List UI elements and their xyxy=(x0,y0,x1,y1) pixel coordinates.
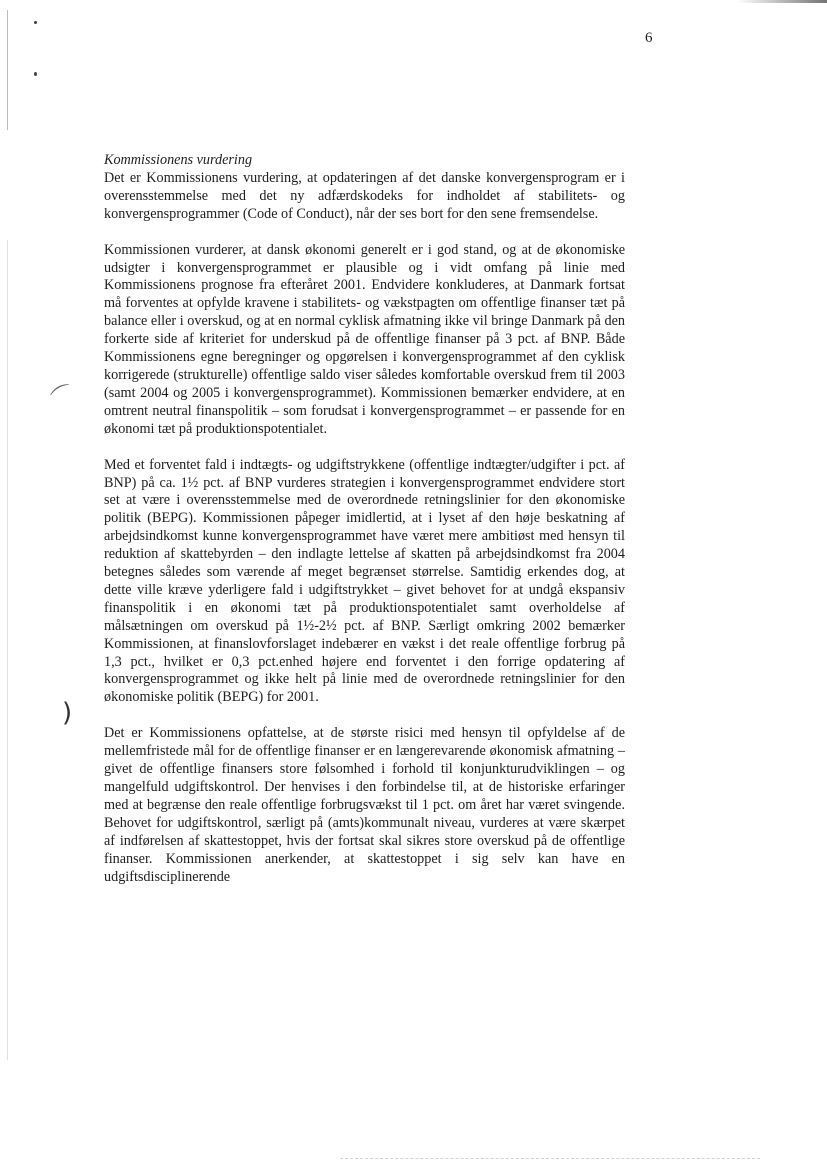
section-heading: Kommissionens vurdering xyxy=(104,152,253,168)
paragraph-risks: Det er Kommissionens opfattelse, at de største risici med hensyn til opfyldelse af de mellemfristede mål for de offentlige finanser er en længerevarende økonomisk afmatning – givet de offentlige finansers store følsomhed i forhold til konjunkturudviklingen – og mangelfuld udgiftskontrol. Der henvises i den forbindelse til, at de historiske erfaringer med at begrænse den reale offentlige forbrugsvækst til 1 pct. om året har været svingende. Behovet for udgiftskontrol, særligt på (amts)kommunalt niveau, vurderes at være skærpet af indførelsen af skattestoppet, hvis der fortsat skal sikres store overskud på de offentlige finanser. Kommissionen anerkender, at skattestoppet i sig selv kan have en udgiftsdisciplinerende xyxy=(104,725,625,885)
scan-dot-top xyxy=(34,21,37,24)
margin-bracket-mark-lower: ) xyxy=(62,698,73,728)
margin-bracket-mark-upper: ⌒ xyxy=(48,380,80,414)
paragraph-strategy-taxation: Med et forventet fald i indtægts- og udgiftstrykkene (offentlige indtægter/udgifter i pct. af BNP) på ca. 1½ pct. af BNP vurderes strategien i konvergensprogrammet endvidere stort set at være i overensstemmelse med de overordnede retningslinier for den økonomiske politik (BEPG). Kommissionen påpeger imidlertid, at i lyset af den høje beskatning af arbejdsindkomst kunne konvergensprogrammet have været mere ambitiøst med hensyn til reduktion af skattebyrden – den indlagte lettelse af skatten på arbejdsindkomst fra 2004 betegnes således som værende af meget begrænset størrelse. Samtidig erkendes dog, at dette ville kræve yderligere fald i udgiftstrykket – givet behovet for at undgå ekspansiv finanspolitik i en økonomi tæt på produktionspotentialet samt overholdelse af målsætningen om overskud på 1½-2½ pct. af BNP. Særligt omkring 2002 bemærker Kommissionen, at finanslovforslaget indebærer en vækst i det reale offentlige forbrug på 1,3 pct., hvilket er 0,3 pct.enhed højere end forventet i den forrige opdatering af konvergensprogrammet og ikke helt på linie med de overordnede retningslinier for den økonomiske politik (BEPG) for 2001. xyxy=(104,456,625,706)
page-number: 6 xyxy=(645,30,653,46)
scan-left-edge-upper xyxy=(7,10,8,130)
scan-bottom-edge xyxy=(340,1158,760,1159)
scan-dot-upper xyxy=(34,72,37,76)
scan-left-edge-lower xyxy=(7,240,8,1060)
document-body xyxy=(104,152,625,886)
paragraph-economic-outlook: Kommissionen vurderer, at dansk økonomi generelt er i god stand, og at de økonomiske udsigter i konvergensprogrammet er plausible og i vidt omfang på linie med Kommissionens prognose fra efteråret 2001. Endvidere konkluderes, at Danmark fortsat må forventes at opfylde kravene i stabilitets- og vækstpagten om offentlige finanser tæt på balance eller i overskud, og at en normal cyklisk afmatning ikke vil bringe Danmark på den forkerte side af kriteriet for underskud på de offentlige finanser på 3 pct. af BNP. Både Kommissionens egne beregninger og opgørelsen i konvergensprogrammet af den cyklisk korrigerede (strukturelle) offentlige saldo viser således komfortable overskud frem til 2003 (samt 2004 og 2005 i konvergensprogrammet). Kommissionen bemærker endvidere, at en omtrent neutral finanspolitik – som forudsat i konvergensprogrammet – er passende for en økonomi tæt på produktionspotentialet. xyxy=(104,241,625,437)
scan-top-shadow xyxy=(737,0,827,3)
paragraph-assessment-compliance: Det er Kommissionens vurdering, at opdateringen af det danske konvergensprogram er i overensstemmelse med det ny adfærdskodeks for indholdet af stabilitets- og konvergensprogrammer (Code of Conduct), når der ses bort for den sene fremsendelse. xyxy=(104,169,625,222)
